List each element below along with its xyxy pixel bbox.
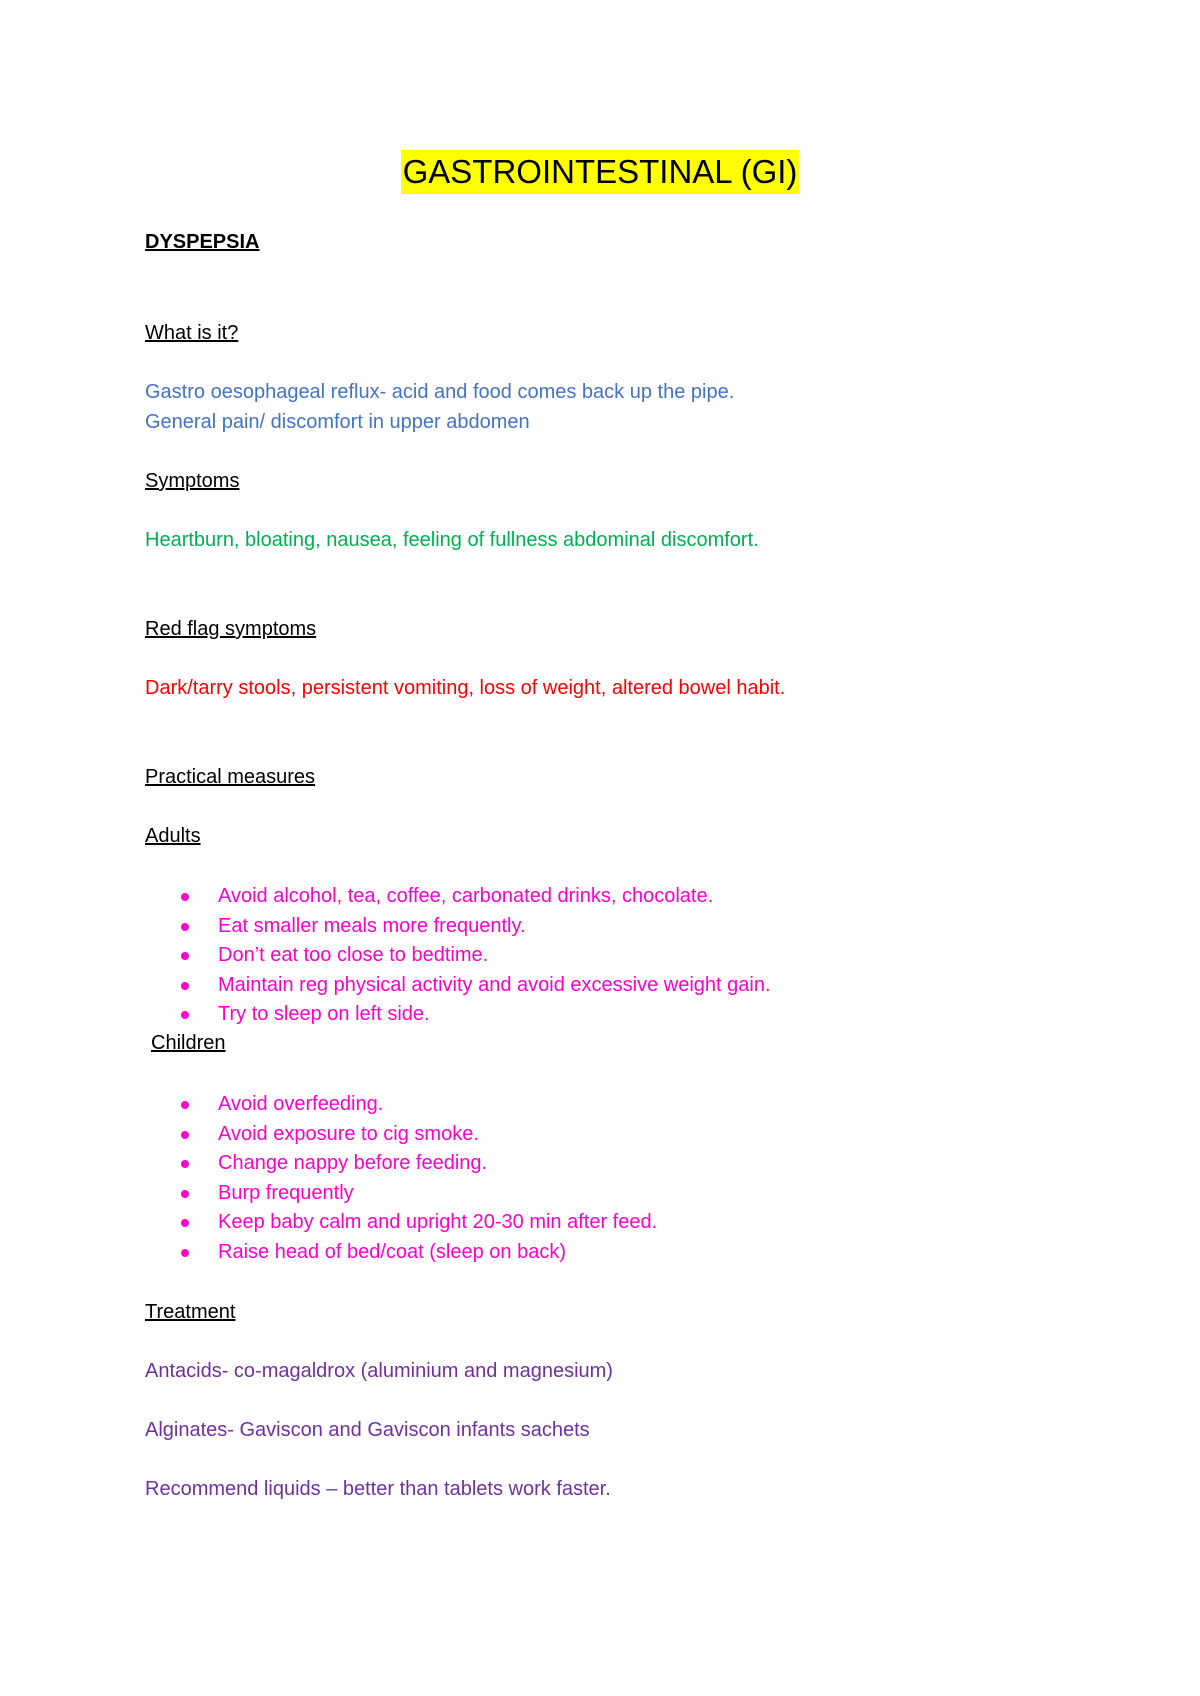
list-item bbox=[145, 1179, 657, 1209]
list-item bbox=[145, 882, 771, 912]
bullet-icon bbox=[181, 1190, 189, 1198]
list-item-text: Don’t eat too close to bedtime. bbox=[218, 944, 489, 966]
list-item bbox=[145, 1149, 657, 1179]
what-is-it-line: Gastro oesophageal reflux- acid and food comes back up the pipe. bbox=[145, 381, 735, 403]
bullet-icon bbox=[181, 1101, 189, 1109]
list-item-text: Eat smaller meals more frequently. bbox=[218, 914, 526, 937]
section-heading-dyspepsia: DYSPEPSIA bbox=[145, 231, 260, 253]
bullet-icon bbox=[181, 1219, 189, 1227]
heading-what-is-it: What is it? bbox=[145, 322, 239, 344]
document-title: GASTROINTESTINAL (GI) bbox=[401, 150, 800, 194]
list-item-text: Raise head of bed/coat (sleep on back) bbox=[218, 1240, 566, 1263]
heading-practical-measures: Practical measures bbox=[145, 766, 316, 788]
red-flag-text: Dark/tarry stools, persistent vomiting, loss of weight, altered bowel habit. bbox=[145, 677, 786, 699]
list-item bbox=[145, 1238, 657, 1268]
list-item bbox=[145, 941, 771, 971]
list-item-text: Avoid alcohol, tea, coffee, carbonated drinks, chocolate. bbox=[218, 885, 714, 907]
list-item bbox=[145, 1090, 657, 1120]
heading-red-flag-symptoms: Red flag symptoms bbox=[145, 618, 317, 640]
bullet-icon bbox=[181, 1249, 189, 1257]
list-item-text: Avoid exposure to cig smoke. bbox=[218, 1122, 479, 1145]
bullet-icon bbox=[181, 982, 189, 990]
list-item-text: Burp frequently bbox=[218, 1181, 354, 1204]
list-item bbox=[145, 1120, 657, 1150]
bullet-icon bbox=[181, 1131, 189, 1139]
list-item-text: Keep baby calm and upright 20-30 min after feed. bbox=[218, 1211, 658, 1233]
list-item bbox=[145, 1000, 771, 1030]
treatment-line: Antacids- co-magaldrox (aluminium and magnesium) bbox=[145, 1360, 613, 1382]
heading-treatment: Treatment bbox=[145, 1301, 236, 1323]
bullet-icon bbox=[181, 952, 189, 960]
what-is-it-line: General pain/ discomfort in upper abdomen bbox=[145, 411, 530, 433]
bullet-icon bbox=[181, 923, 189, 931]
heading-adults: Adults bbox=[145, 825, 201, 847]
list-item-text: Change nappy before feeding. bbox=[218, 1152, 488, 1174]
title-container bbox=[0, 150, 1200, 194]
list-item-text: Avoid overfeeding. bbox=[218, 1093, 384, 1115]
heading-symptoms: Symptoms bbox=[145, 470, 240, 492]
list-item bbox=[145, 1208, 657, 1238]
bullet-icon bbox=[181, 893, 189, 901]
list-item bbox=[145, 971, 771, 1001]
symptoms-text: Heartburn, bloating, nausea, feeling of fullness abdominal discomfort. bbox=[145, 529, 759, 551]
bullet-icon bbox=[181, 1160, 189, 1168]
heading-children: Children bbox=[151, 1032, 226, 1054]
list-item-text: Maintain reg physical activity and avoid excessive weight gain. bbox=[218, 973, 771, 996]
list-item bbox=[145, 912, 771, 942]
treatment-line: Recommend liquids – better than tablets work faster. bbox=[145, 1478, 611, 1500]
list-item-text: Try to sleep on left side. bbox=[218, 1003, 430, 1025]
bullet-icon bbox=[181, 1011, 189, 1019]
adults-list bbox=[145, 882, 771, 1030]
treatment-line: Alginates- Gaviscon and Gaviscon infants sachets bbox=[145, 1419, 590, 1441]
children-list bbox=[145, 1090, 657, 1267]
